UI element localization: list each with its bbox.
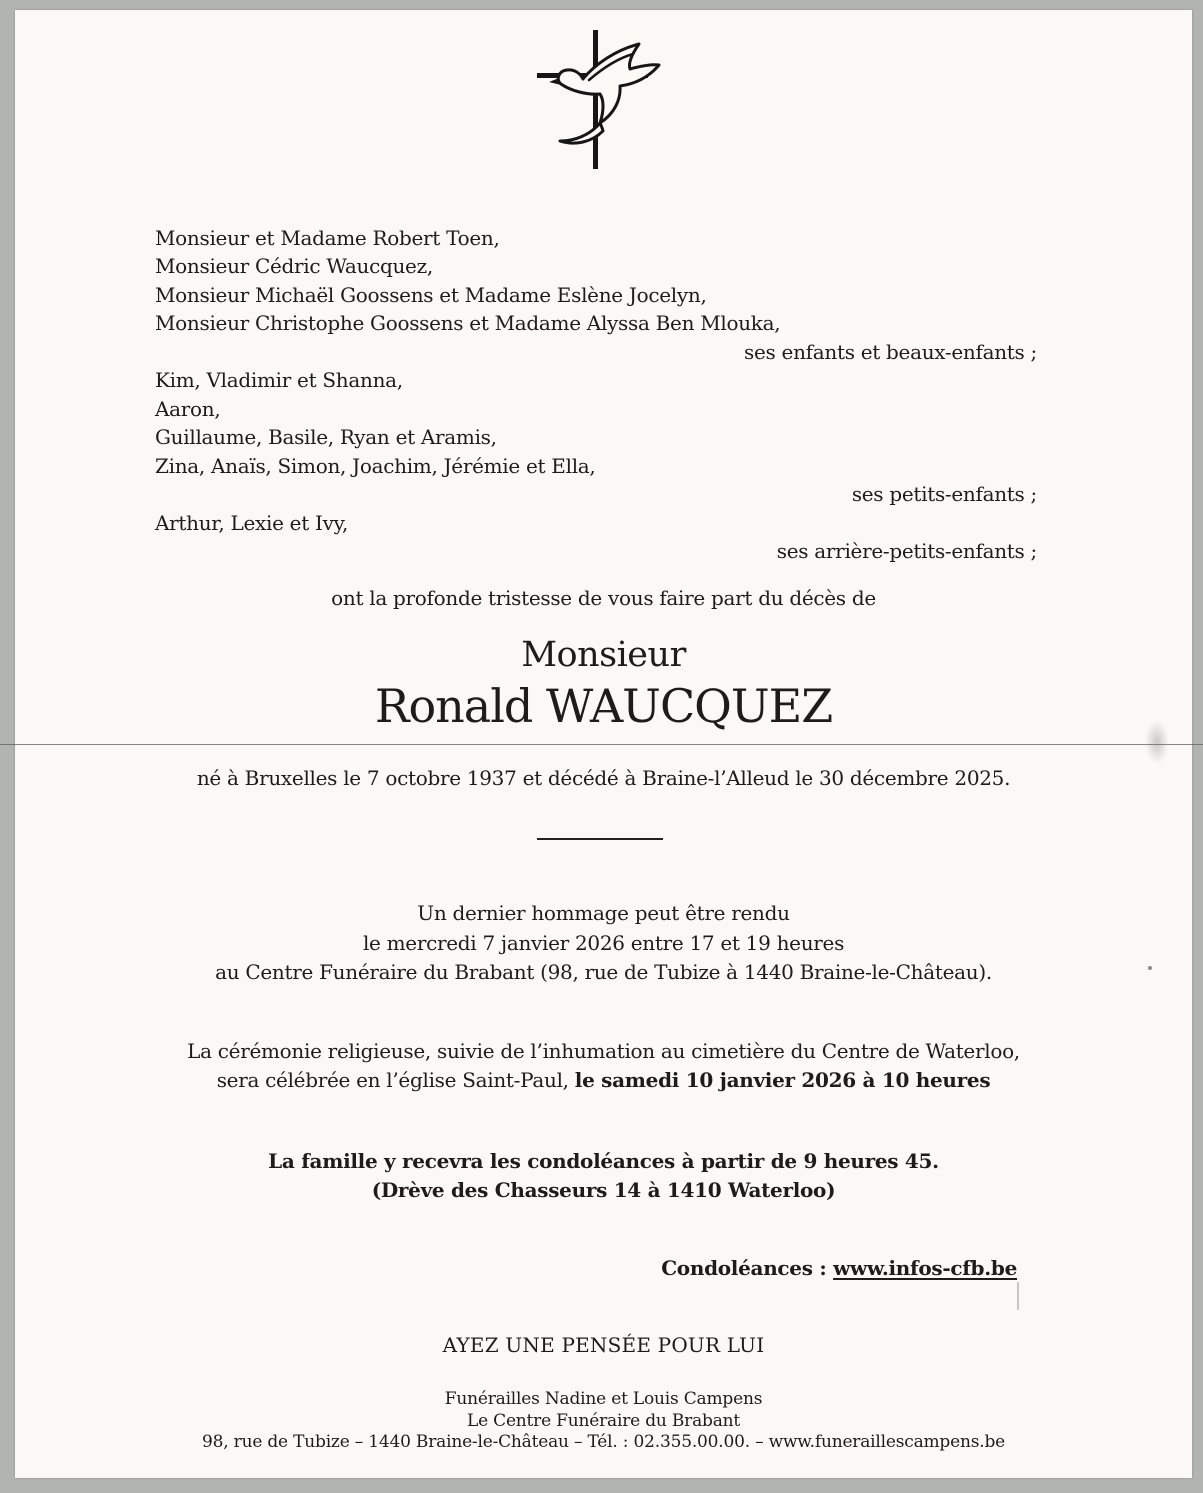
life-dates-line: né à Bruxelles le 7 octobre 1937 et décédé à Braine-l’Alleud le 30 décembre 2025. — [196, 766, 1011, 790]
scan-dot-artifact — [1148, 966, 1152, 970]
family-line: Arthur, Lexie et Ivy, — [155, 510, 348, 535]
condolences-url: www.infos-cfb.be — [833, 1256, 1017, 1280]
viewing-line: le mercredi 7 janvier 2026 entre 17 et 19 heures — [362, 930, 845, 955]
funeral-home-name: Funérailles Nadine et Louis Campens — [444, 1389, 763, 1409]
ceremony-line-regular: sera célébrée en l’église Saint-Paul, — [216, 1068, 575, 1092]
family-line: Aaron, — [155, 396, 221, 421]
mourning-card-page — [15, 10, 1192, 1478]
family-line: Monsieur Christophe Goossens et Madame Alyssa Ben Mlouka, — [155, 311, 781, 336]
family-line: Monsieur Cédric Waucquez, — [155, 254, 433, 279]
ceremony-line: La cérémonie religieuse, suivie de l’inhumation au cimetière du Centre de Waterloo, — [187, 1039, 1020, 1063]
funeral-home-center: Le Centre Funéraire du Brabant — [466, 1410, 741, 1431]
funeral-home-address: 98, rue de Tubize – 1440 Braine-le-Château – Tél. : 02.355.00.00. – www.funeraillescampens.be — [202, 1432, 1005, 1452]
ceremony-block — [15, 1037, 1192, 1095]
announcement-sentence: ont la profonde tristesse de vous faire part du décès de — [331, 586, 876, 610]
ceremony-line — [15, 1066, 1192, 1095]
family-line: Guillaume, Basile, Ryan et Aramis, — [155, 425, 497, 450]
scan-smudge-artifact — [1145, 720, 1169, 764]
family-names-block — [155, 224, 1037, 565]
fold-crease-line — [0, 744, 1203, 745]
viewing-line: au Centre Funéraire du Brabant (98, rue de Tubize à 1440 Braine-le-Château). — [215, 960, 992, 984]
scan-tick-artifact — [1017, 1282, 1019, 1310]
ceremony-date-bold: le samedi 10 janvier 2026 à 10 heures — [574, 1068, 991, 1092]
relation-label-grandchildren: ses petits-enfants ; — [851, 482, 1037, 507]
cross-with-dove-icon — [515, 28, 679, 176]
relation-label-great-grandchildren: ses arrière-petits-enfants ; — [776, 538, 1037, 563]
viewing-block — [15, 899, 1192, 988]
funeral-home-block — [15, 1389, 1192, 1454]
family-line: Kim, Vladimir et Shanna, — [155, 368, 403, 393]
online-condolences-line — [15, 1254, 1017, 1282]
reception-line: La famille y recevra les condoléances à partir de 9 heures 45. — [268, 1149, 939, 1173]
relation-label-children: ses enfants et beaux-enfants ; — [744, 339, 1037, 364]
viewing-line: Un dernier hommage peut être rendu — [417, 901, 790, 925]
section-divider-rule — [537, 838, 663, 840]
family-line: Monsieur Michaël Goossens et Madame Eslène Jocelyn, — [155, 282, 707, 307]
reception-block — [15, 1147, 1192, 1205]
deceased-name: Ronald WAUCQUEZ — [374, 679, 833, 733]
family-line: Monsieur et Madame Robert Toen, — [155, 226, 500, 250]
reception-line: (Drève des Chasseurs 14 à 1410 Waterloo) — [371, 1178, 836, 1202]
family-line: Zina, Anaïs, Simon, Joachim, Jérémie et Ella, — [155, 453, 596, 478]
closing-sentence: AYEZ UNE PENSÉE POUR LUI — [442, 1333, 765, 1357]
condolences-label: Condoléances : — [661, 1256, 834, 1280]
emblem-container — [15, 28, 1192, 176]
deceased-title: Monsieur — [521, 635, 686, 675]
